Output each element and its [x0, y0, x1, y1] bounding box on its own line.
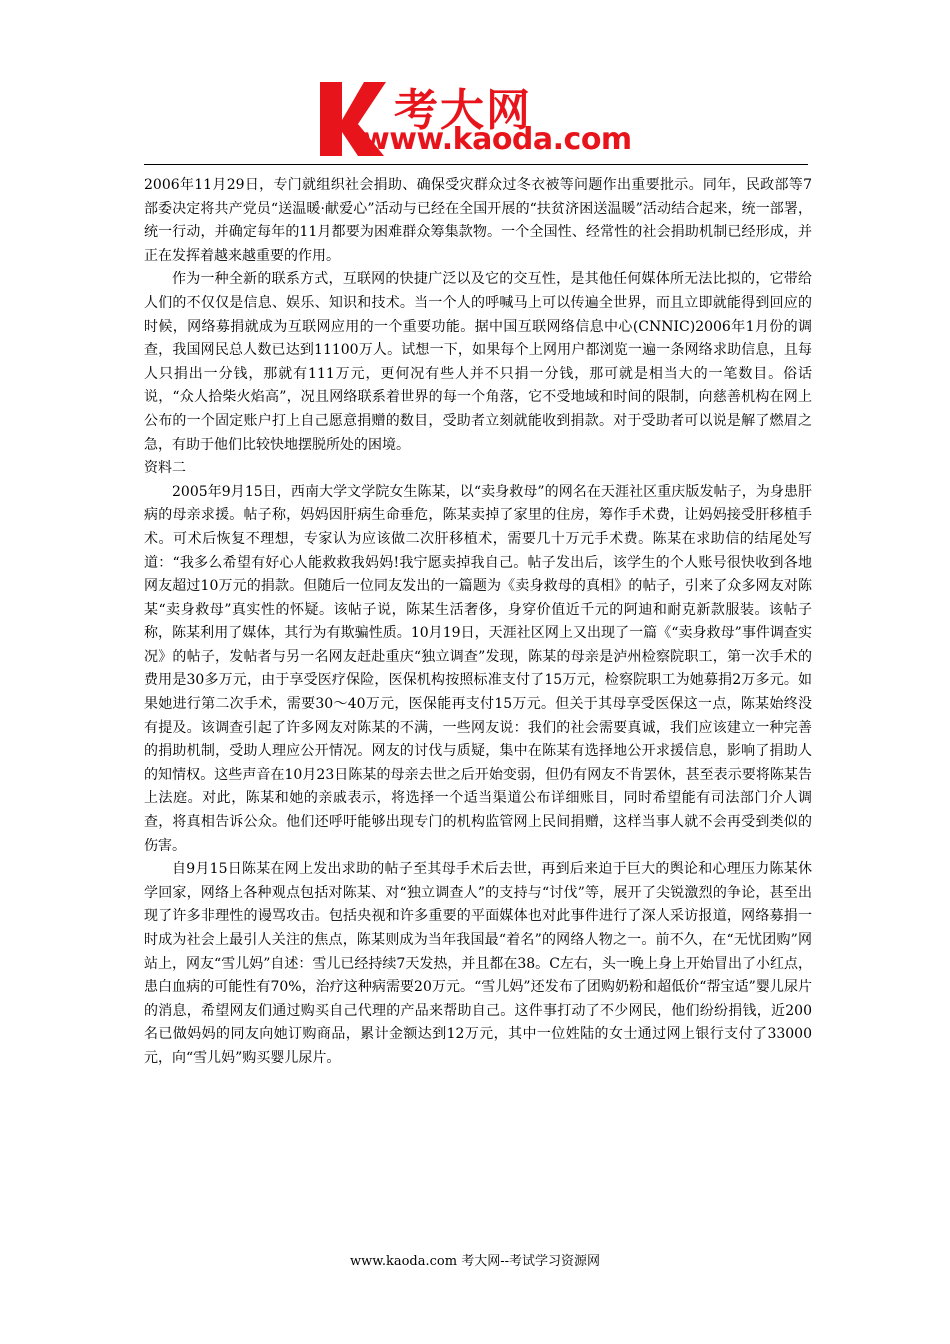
logo-chinese-name: 考大网: [394, 85, 532, 136]
paragraph: 自9月15日陈某在网上发出求助的帖子至其母手术后去世，再到后来迫于巨大的舆论和心理压力陈某休学回家，网络上各种观点包括对陈某、对“独立调查人”的支持与“讨伐”等，展开了尖锐激烈的争论，甚至出现了许多非理性的谩骂攻击。包括央视和许多重要的平面媒体也对此事件进行了深人采访报道，网络募捐一时成为社会上最引人关注的焦点，陈某则成为当年我国最“着名”的网络人物之一。前不久，在“无忧团购”网站上，网友“雪儿妈”自述：雪儿已经持续7天发热，并且都在38。C左右，头一晚上身上开始冒出了小红点，患白血病的可能性有70%，治疗这种病需要20万元。“雪儿妈”还发布了团购奶粉和超低价“帮宝适”婴儿尿片的消息，希望网友们通过购买自己代理的产品来帮助自己。这件事打动了不少网民，他们纷纷捐钱，近200名已做妈妈的同友向她订购商品，累计金额达到12万元，其中一位姓陆的女士通过网上银行支付了33000元，向“雪儿妈”购买婴儿尿片。: [144, 861, 812, 1066]
page-footer: www.kaoda.com 考大网--考试学习资源网: [350, 1254, 600, 1269]
paragraph: 2005年9月15日，西南大学文学院女生陈某，以“卖身救母”的网名在天涯社区重庆版发帖子，为身患肝病的母亲求援。帖子称，妈妈因肝病生命垂危，陈某卖掉了家里的住房，筹作手术费，让妈妈接受肝移植手术。可术后恢复不理想，专家认为应该做二次肝移植术，需要几十万元手术费。陈某在求助信的结尾处写道：“我多么希望有好心人能救救我妈妈!我宁愿卖掉我自己。帖子发出后，该学生的个人账号很快收到各地网友超过10万元的捐款。但随后一位同友发出的一篇题为《卖身救母的真相》的帖子，引来了众多网友对陈某“卖身救母”真实性的怀疑。该帖子说，陈某生活奢侈，身穿价值近千元的阿迪和耐克新款服装。该帖子称，陈某利用了媒体，其行为有欺骗性质。10月19日，天涯社区网上又出现了一篇《“卖身救母”事件调查实况》的帖子，发帖者与另一名网友赶赴重庆“独立调查”发现，陈某的母亲是泸州检察院职工，第一次手术的费用是30多万元，由于享受医疗保险，医保机构按照标准支付了15万元，检察院职工为她募捐2万多元。如果她进行第二次手术，需要30～40万元，医保能再支付15万元。但关于其母享受医保这一点，陈某始终没有提及。该调查引起了许多网友对陈某的不满，一些网友说：我们的社会需要真诚，我们应该建立一种完善的捐助机制，受助人理应公开情况。网友的讨伐与质疑，集中在陈某有选择地公开求援信息，影响了捐助人的知情权。这些声音在10月23日陈某的母亲去世之后开始变弱，但仍有网友不肯罢休，甚至表示要将陈某告上法庭。对此，陈某和她的亲戚表示，将选择一个适当渠道公布详细账目，同时希望能有司法部门介人调查，将真相告诉公众。他们还呼吁能够出现专门的机构监管网上民间捐赠，这样当事人就不会再受到类似的伤害。: [144, 483, 812, 854]
paragraph: 作为一种全新的联系方式，互联网的快捷广泛以及它的交互性，是其他任何媒体所无法比拟的，它带给人们的不仅仅是信息、娱乐、知识和技术。当一个人的呼喊马上可以传遍全世界，而且立即就能得到回应的时候，网络募捐就成为互联网应用的一个重要功能。据中国互联网络信息中心(CNNIC)2006年1月份的调查，我国网民总人数已达到11100万人。试想一下，如果每个上网用户都浏览一遍一条网络求助信息，且每人只捐出一分钱，那就有111万元，更何况有些人并不只捐一分钱，那可就是相当大的一笔数目。俗话说，“众人拾柴火焰高”，况且网络联系着世界的每一个角落，它不受地域和时间的限制，向慈善机构在网上公布的一个固定账户打上自己愿意捐赠的数目，受助者立刻就能收到捐款。对于受助者可以说是解了燃眉之急，有助于他们比较快地摆脱所处的困境。: [144, 271, 812, 453]
document-body: [144, 174, 812, 1071]
site-logo: [318, 78, 638, 158]
paragraph: 2006年11月29日，专门就组织社会捐助、确保受灾群众过冬衣被等问题作出重要批示。同年，民政部等7部委决定将共产党员“送温暖·献爱心”活动与已经在全国开展的“扶贫济困送温暖”活动结合起来，统一部署，统一行动，并确定每年的11月都要为困难群众筹集款物。一个全国性、经常性的社会捐助机制已经形成，并正在发挥着越来越重要的作用。: [144, 177, 812, 264]
header-divider: [144, 164, 808, 165]
section-heading: 资料二: [144, 460, 186, 477]
logo-url-text: www.kaoda.com: [362, 122, 632, 157]
